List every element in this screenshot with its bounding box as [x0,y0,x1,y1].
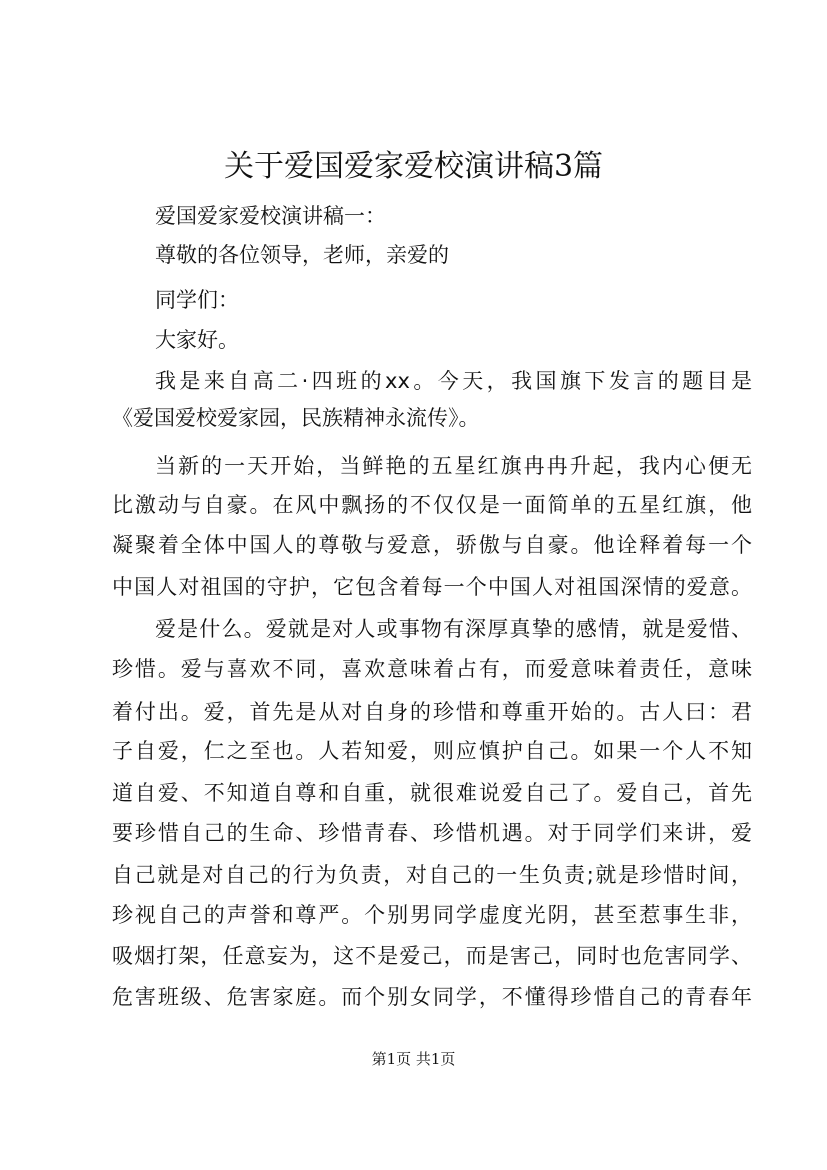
paragraph-line: 比激动与自豪。在风中飘扬的不仅仅是一面简单的五星红旗，他 [112,493,752,517]
document-title: 关于爱国爱家爱校演讲稿3篇 [223,149,604,184]
paragraph-line: 中国人对祖国的守护，它包含着每一个中国人对祖国深情的爱意。 [112,575,752,599]
paragraph-line: 自己就是对自己的行为负责，对自己的一生负责;就是珍惜时间， [112,863,752,887]
paragraph-line: 《爱国爱校爱家园，民族精神永流传》。 [112,406,480,430]
paragraph-line: 道自爱、不知道自尊和自重，就很难说爱自己了。爱自己，首先 [112,781,752,805]
paragraph-line: 危害班级、危害家庭。而个别女同学，不懂得珍惜自己的青春年 [112,985,752,1009]
paragraph-line: 子自爱，仁之至也。人若知爱，则应慎护自己。如果一个人不知 [112,739,752,763]
salutation-line: 尊敬的各位领导，老师，亲爱的 [155,243,449,267]
section-heading: 爱国爱家爱校演讲稿一： [155,204,386,228]
paragraph-line: 凝聚着全体中国人的尊敬与爱意，骄傲与自豪。他诠释着每一个 [112,533,752,557]
salutation-line: 同学们： [155,288,239,312]
greeting-line: 大家好。 [155,328,239,352]
paragraph-line: 吸烟打架，任意妄为，这不是爱己，而是害己，同时也危害同学、 [112,944,752,968]
page-footer: 第1页 共1页 [371,1050,456,1068]
paragraph-line: 着付出。爱，首先是从对自身的珍惜和尊重开始的。古人曰：君 [112,700,752,724]
paragraph-line: 当新的一天开始，当鲜艳的五星红旗冉冉升起，我内心便无 [155,454,752,478]
paragraph-line: 要珍惜自己的生命、珍惜青春、珍惜机遇。对于同学们来讲，爱 [112,821,752,845]
paragraph-line: 珍惜。爱与喜欢不同，喜欢意味着占有，而爱意味着责任，意味 [112,657,752,681]
paragraph-line: 我是来自高二·四班的xx。今天，我国旗下发言的题目是 [155,369,752,393]
paragraph-line: 珍视自己的声誉和尊严。个别男同学虚度光阴，甚至惹事生非， [112,903,752,927]
paragraph-line: 爱是什么。爱就是对人或事物有深厚真挚的感情，就是爱惜、 [155,617,752,641]
